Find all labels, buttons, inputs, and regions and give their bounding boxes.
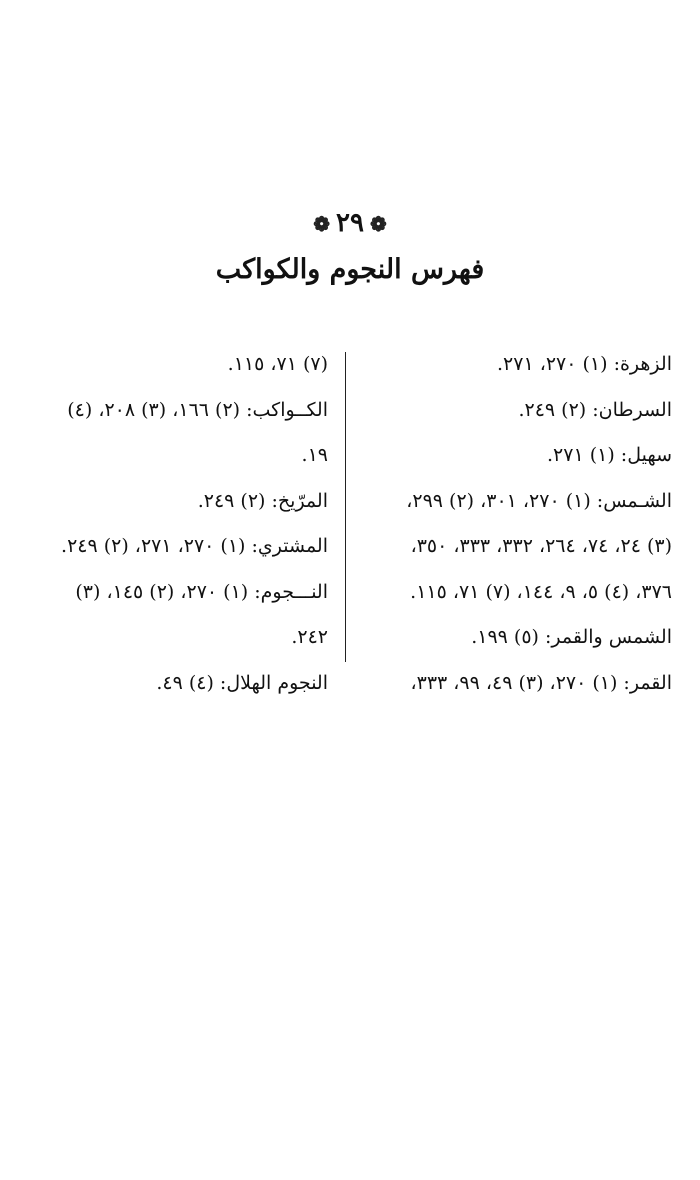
chapter-number-heading [0,205,700,242]
index-entry: النجوم الهلال: (٤) ٤٩. [156,671,328,694]
index-entry: القمر: (١) ٢٧٠، (٣) ٤٩، ٩٩، ٣٣٣، [410,671,672,694]
page-title: فهرس النجوم والكواكب [215,254,485,285]
index-column-right [367,342,672,706]
index-entry: ٣٧٦، (٤) ٥، ٩، ١٤٤، (٧) ٧١، ١١٥. [410,580,672,603]
ornament-left-icon: ❁ [313,212,331,236]
index-entry: النـــجوم: (١) ٢٧٠، (٢) ١٤٥، (٣) [75,580,328,603]
index-entry: سهيل: (١) ٢٧١. [547,444,672,466]
index-entry: ٢٤٢. [291,626,328,648]
index-entry: الشـمس: (١) ٢٧٠، ٣٠١، (٢) ٢٩٩، [406,489,672,512]
index-entry: ١٩. [301,444,328,466]
ornament-right-icon: ❁ [369,212,387,236]
index-entry: الزهرة: (١) ٢٧٠، ٢٧١. [496,353,672,375]
index-entry: الشمس والقمر: (٥) ١٩٩. [471,626,672,648]
index-entry: (٣) ٢٤، ٧٤، ٢٦٤، ٣٣٢، ٣٣٣، ٣٥٠، [410,535,672,557]
index-entry: المشتري: (١) ٢٧٠، ٢٧١، (٢) ٢٤٩. [61,535,328,557]
column-divider [345,352,346,662]
index-entry: (٧) ٧١، ١١٥. [227,353,328,375]
chapter-number: ٢٩ [336,208,364,238]
index-column-left [18,342,328,706]
index-entry: السرطان: (٢) ٢٤٩. [518,398,672,421]
index-entry: الكــواكب: (٢) ١٦٦، (٣) ٢٠٨، (٤) [67,398,328,421]
index-entry: المرّيخ: (٢) ٢٤٩. [197,489,328,512]
